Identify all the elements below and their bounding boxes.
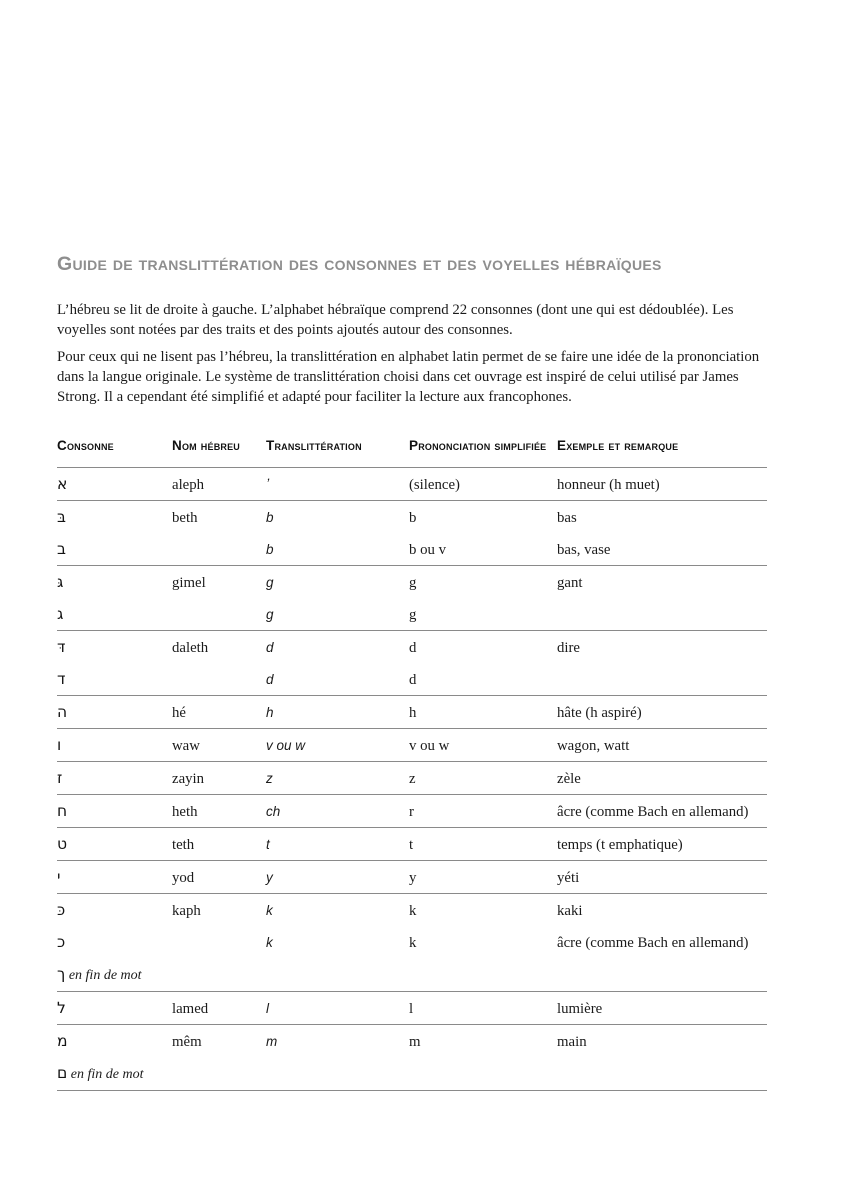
cell-nom-hebreu bbox=[172, 533, 266, 566]
cell-nom-hebreu: hé bbox=[172, 704, 186, 721]
cell-prononciation: k bbox=[409, 902, 417, 919]
cell-translitteration: k bbox=[266, 902, 273, 918]
letter-group bbox=[57, 762, 767, 795]
table-row bbox=[57, 598, 767, 631]
letter-group bbox=[57, 631, 767, 696]
column-header-translitteration: Translittération bbox=[266, 438, 362, 453]
letter-group bbox=[57, 501, 767, 566]
letter-group bbox=[57, 992, 767, 1025]
cell-final-form-note bbox=[57, 958, 767, 992]
cell-prononciation: z bbox=[409, 770, 416, 787]
cell-exemple: bas, vase bbox=[557, 541, 611, 558]
cell-nom-hebreu bbox=[172, 926, 266, 958]
table-row bbox=[57, 663, 767, 696]
cell-nom-hebreu bbox=[172, 598, 266, 631]
table-row bbox=[57, 729, 767, 762]
intro-paragraph-1: L’hébreu se lit de droite à gauche. L’alphabet hébraïque comprend 22 consonnes (dont une qui est dédoublée). Les voyelles sont notées par des traits et des points ajoutés autour des consonnes. bbox=[57, 302, 734, 338]
cell-consonne: א bbox=[57, 474, 68, 493]
cell-translitteration: m bbox=[266, 1033, 278, 1049]
cell-nom-hebreu: lamed bbox=[172, 1000, 209, 1017]
cell-exemple: kaki bbox=[557, 902, 583, 919]
cell-translitteration: g bbox=[266, 606, 274, 622]
table-row bbox=[57, 828, 767, 861]
letter-group bbox=[57, 894, 767, 992]
cell-nom-hebreu: mêm bbox=[172, 1033, 202, 1050]
cell-translitteration: z bbox=[266, 770, 273, 786]
column-header-nom-hebreu: Nom hébreu bbox=[172, 438, 241, 453]
table-row bbox=[57, 992, 767, 1025]
table-row bbox=[57, 1025, 767, 1058]
cell-consonne: כ bbox=[57, 932, 66, 951]
cell-exemple: temps (t emphatique) bbox=[557, 836, 683, 853]
letter-group bbox=[57, 828, 767, 861]
table-row bbox=[57, 533, 767, 566]
cell-nom-hebreu: gimel bbox=[172, 574, 206, 591]
cell-exemple: main bbox=[557, 1033, 587, 1050]
cell-prononciation: l bbox=[409, 1000, 414, 1017]
cell-prononciation: r bbox=[409, 803, 414, 820]
cell-nom-hebreu: zayin bbox=[172, 770, 205, 787]
cell-exemple: gant bbox=[557, 574, 583, 591]
final-form-note-row bbox=[57, 958, 767, 992]
cell-exemple bbox=[557, 663, 767, 696]
final-form-note-text: en fin de mot bbox=[65, 967, 142, 983]
letter-group bbox=[57, 566, 767, 631]
cell-nom-hebreu: daleth bbox=[172, 639, 209, 656]
letter-group bbox=[57, 861, 767, 894]
column-header-exemple: Exemple et remarque bbox=[557, 438, 679, 453]
table-row bbox=[57, 861, 767, 894]
cell-nom-hebreu: beth bbox=[172, 509, 198, 526]
cell-consonne: ב bbox=[57, 539, 66, 558]
cell-consonne: ל bbox=[57, 998, 66, 1017]
final-form-letter: ם bbox=[57, 1063, 68, 1082]
cell-translitteration: k bbox=[266, 934, 273, 950]
final-form-letter: ך bbox=[57, 964, 66, 983]
cell-prononciation: y bbox=[409, 869, 417, 886]
cell-translitteration: v ou w bbox=[266, 737, 306, 753]
cell-translitteration: ʼ bbox=[266, 476, 269, 492]
table-header-row bbox=[57, 438, 767, 468]
cell-prononciation: g bbox=[409, 606, 417, 623]
cell-prononciation: h bbox=[409, 704, 417, 721]
cell-consonne: ח bbox=[57, 801, 68, 820]
table-row bbox=[57, 631, 767, 664]
page-title: Guide de translittération des consonnes et des voyelles hébraïques bbox=[57, 253, 662, 275]
table-row bbox=[57, 926, 767, 958]
letter-group bbox=[57, 729, 767, 762]
cell-exemple: lumière bbox=[557, 1000, 603, 1017]
column-header-consonne: Consonne bbox=[57, 438, 114, 453]
cell-nom-hebreu: teth bbox=[172, 836, 195, 853]
transliteration-table bbox=[57, 438, 767, 1091]
table-row bbox=[57, 795, 767, 828]
cell-translitteration: b bbox=[266, 509, 274, 525]
table-row bbox=[57, 894, 767, 927]
cell-translitteration: g bbox=[266, 574, 274, 590]
cell-consonne: ד bbox=[57, 669, 66, 688]
table-row bbox=[57, 468, 767, 501]
cell-exemple: hâte (h aspiré) bbox=[557, 704, 642, 721]
cell-nom-hebreu: waw bbox=[172, 737, 200, 754]
cell-consonne: ג bbox=[57, 604, 64, 623]
cell-exemple: dire bbox=[557, 639, 581, 656]
cell-exemple bbox=[557, 598, 767, 631]
cell-exemple: wagon, watt bbox=[557, 737, 630, 754]
cell-prononciation: (silence) bbox=[409, 476, 460, 493]
cell-prononciation: v ou w bbox=[409, 737, 450, 754]
cell-prononciation: t bbox=[409, 836, 414, 853]
final-form-note-row bbox=[57, 1057, 767, 1091]
cell-final-form-note bbox=[57, 1057, 767, 1091]
cell-prononciation: g bbox=[409, 574, 417, 591]
letter-group bbox=[57, 696, 767, 729]
cell-translitteration: y bbox=[266, 869, 273, 885]
column-header-prononciation: Prononciation simplifiée bbox=[409, 438, 547, 453]
cell-consonne: בּ bbox=[57, 507, 66, 526]
cell-consonne: ט bbox=[57, 834, 68, 853]
cell-exemple: yéti bbox=[557, 869, 580, 886]
letter-group bbox=[57, 795, 767, 828]
cell-consonne: גּ bbox=[57, 572, 64, 591]
table-row bbox=[57, 696, 767, 729]
cell-translitteration: t bbox=[266, 836, 270, 852]
table-row bbox=[57, 566, 767, 599]
cell-consonne: מ bbox=[57, 1031, 68, 1050]
cell-prononciation: b bbox=[409, 509, 417, 526]
cell-nom-hebreu: kaph bbox=[172, 902, 201, 919]
cell-consonne: דּ bbox=[57, 637, 66, 656]
cell-consonne: כּ bbox=[57, 900, 66, 919]
cell-prononciation: k bbox=[409, 934, 417, 951]
cell-nom-hebreu: aleph bbox=[172, 476, 205, 493]
cell-prononciation: b ou v bbox=[409, 541, 446, 558]
cell-exemple: âcre (comme Bach en allemand) bbox=[557, 803, 749, 820]
cell-consonne: ו bbox=[57, 735, 62, 754]
cell-translitteration: b bbox=[266, 541, 274, 557]
cell-nom-hebreu: yod bbox=[172, 869, 195, 886]
cell-exemple: bas bbox=[557, 509, 577, 526]
intro-paragraph-2: Pour ceux qui ne lisent pas l’hébreu, la translittération en alphabet latin permet de se faire une idée de la prononciation dans la langue originale. Le système de translittération choisi dans cet ouvrage est inspiré de celui utilisé par James Strong. Il a cependant été simplifié et adapté pour faciliter la lecture aux francophones. bbox=[57, 349, 760, 405]
cell-prononciation: m bbox=[409, 1033, 421, 1050]
cell-translitteration: h bbox=[266, 704, 274, 720]
cell-translitteration: l bbox=[266, 1000, 269, 1016]
cell-nom-hebreu bbox=[172, 663, 266, 696]
final-form-note-text: en fin de mot bbox=[67, 1066, 144, 1082]
cell-nom-hebreu: heth bbox=[172, 803, 198, 820]
cell-exemple: zèle bbox=[557, 770, 581, 787]
table-row bbox=[57, 762, 767, 795]
letter-group bbox=[57, 1025, 767, 1091]
cell-exemple: honneur (h muet) bbox=[557, 476, 660, 493]
cell-prononciation: d bbox=[409, 671, 417, 688]
table-row bbox=[57, 501, 767, 534]
cell-consonne: ז bbox=[57, 768, 63, 787]
cell-exemple: âcre (comme Bach en allemand) bbox=[557, 934, 749, 951]
cell-translitteration: d bbox=[266, 639, 274, 655]
letter-group bbox=[57, 468, 767, 501]
cell-translitteration: ch bbox=[266, 803, 281, 819]
cell-consonne: ה bbox=[57, 702, 68, 721]
cell-translitteration: d bbox=[266, 671, 274, 687]
cell-prononciation: d bbox=[409, 639, 417, 656]
cell-consonne: י bbox=[57, 867, 61, 886]
